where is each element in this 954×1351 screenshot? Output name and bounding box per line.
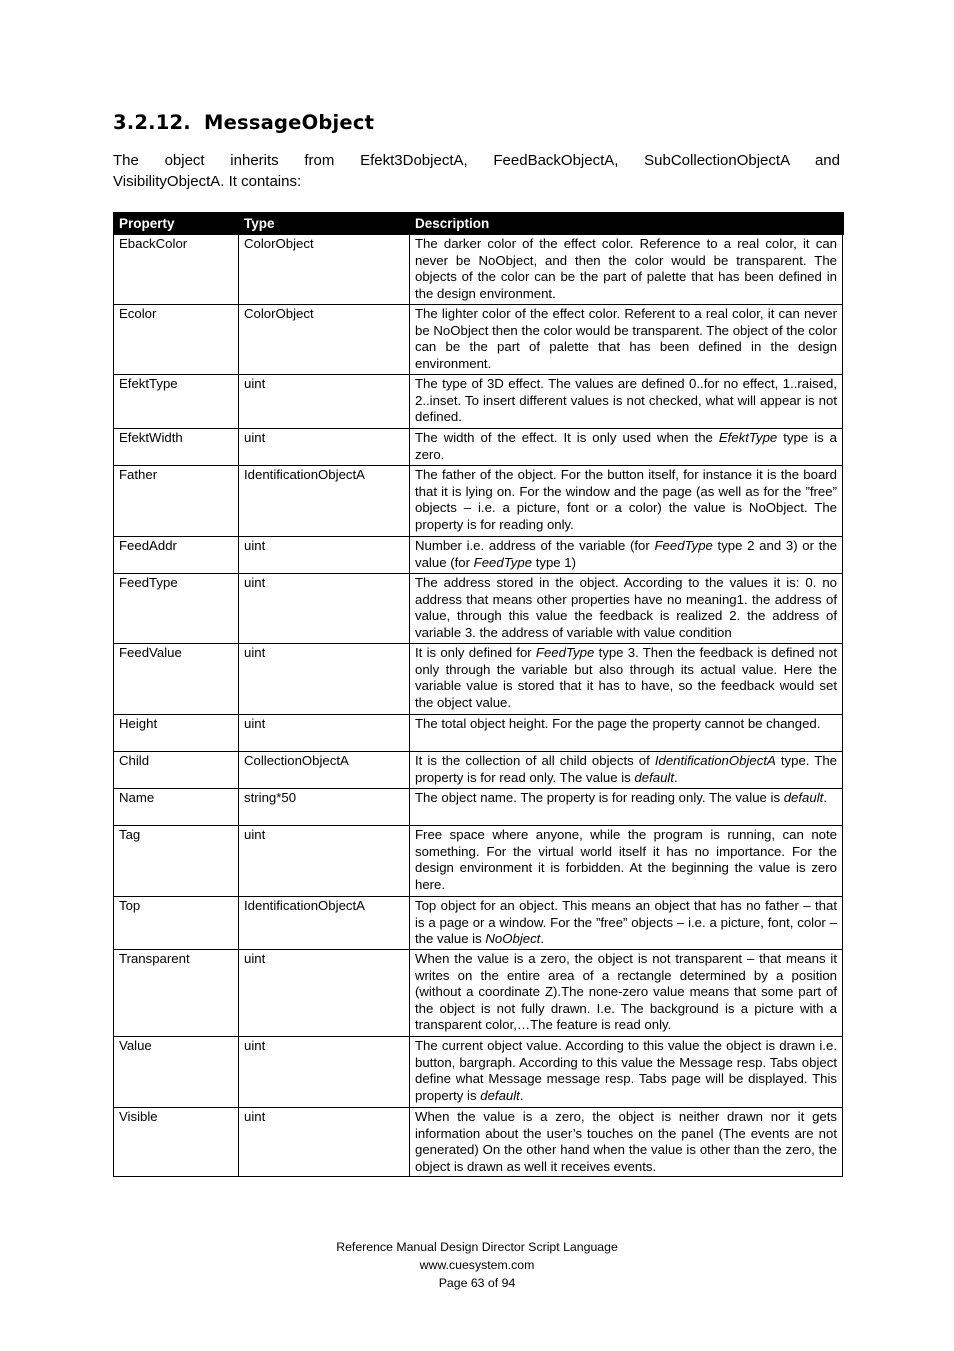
cell-property: Name bbox=[114, 789, 239, 826]
description-text: type 2 and 3) or the value (for bbox=[415, 538, 837, 570]
cell-type: uint bbox=[239, 1037, 410, 1108]
header-property: Property bbox=[114, 213, 239, 235]
cell-type: ColorObject bbox=[239, 305, 410, 375]
cell-property: Ecolor bbox=[114, 305, 239, 375]
table-row bbox=[114, 789, 843, 826]
description-text: type. The property is for read only. The value is bbox=[415, 753, 837, 785]
cell-description bbox=[410, 305, 843, 375]
footer-website: www.cuesystem.com bbox=[419, 1258, 535, 1272]
table-row bbox=[114, 466, 843, 537]
cell-description bbox=[410, 1108, 843, 1177]
cell-property: Top bbox=[114, 897, 239, 950]
cell-description bbox=[410, 1037, 843, 1108]
table-row bbox=[114, 537, 843, 574]
description-text: type is a zero. bbox=[415, 430, 837, 462]
footer-page-number: Page 63 of 94 bbox=[438, 1276, 516, 1290]
description-text: Number i.e. address of the variable (for bbox=[415, 538, 655, 553]
cell-property: Value bbox=[114, 1037, 239, 1108]
cell-property: Father bbox=[114, 466, 239, 537]
description-text: The object name. The property is for reading only. The value is bbox=[415, 790, 784, 805]
cell-property: FeedType bbox=[114, 574, 239, 644]
description-text: . bbox=[823, 790, 827, 805]
cell-type: uint bbox=[239, 574, 410, 644]
description-text: It is only defined for bbox=[415, 645, 536, 660]
intro-line-1: The object inherits from Efekt3DobjectA, FeedBackObjectA, SubCollectionObjectA and bbox=[113, 152, 840, 169]
cell-description bbox=[410, 950, 843, 1037]
intro-line-2: VisibilityObjectA. It contains: bbox=[113, 173, 302, 190]
description-italic-term: default bbox=[480, 1087, 520, 1103]
cell-description bbox=[410, 375, 843, 429]
section-heading bbox=[113, 111, 374, 134]
properties-table bbox=[113, 212, 844, 1177]
cell-type: uint bbox=[239, 715, 410, 752]
table-header bbox=[114, 213, 843, 235]
footer-title: Reference Manual Design Director Script Language bbox=[336, 1240, 618, 1254]
description-text: . bbox=[674, 769, 678, 785]
cell-property: Tag bbox=[114, 826, 239, 897]
description-italic-term: NoObject bbox=[485, 931, 541, 947]
cell-description bbox=[410, 235, 843, 305]
cell-type: uint bbox=[239, 950, 410, 1037]
table-row bbox=[114, 715, 843, 752]
cell-description bbox=[410, 897, 843, 950]
cell-property: Height bbox=[114, 715, 239, 752]
cell-description bbox=[410, 789, 843, 826]
cell-property: EbackColor bbox=[114, 235, 239, 305]
description-text: The address stored in the object. According to the values it is: 0. no address that means other properties have no meaning1. the address of value, through this value the feedback is realized 2. the address of variable 3. the address of variable with value condition bbox=[415, 575, 837, 640]
description-text: When the value is a zero, the object is not transparent – that means it writes on the entire area of a rectangle determined by a position (without a coordinate Z).The none-zero value means that some part of the object is not fully drawn. I.e. The background is a picture with a transparent color,…The feature is read only. bbox=[415, 951, 837, 1033]
table-row bbox=[114, 305, 843, 375]
description-text: When the value is a zero, the object is neither drawn nor it gets information about the user’s touches on the panel (The events are not generated) On the other hand when the value is other than the zero, the object is drawn as well it receives events. bbox=[415, 1109, 837, 1174]
cell-property: FeedValue bbox=[114, 644, 239, 715]
cell-property: Transparent bbox=[114, 950, 239, 1037]
cell-description bbox=[410, 466, 843, 537]
cell-type: uint bbox=[239, 375, 410, 429]
table-row bbox=[114, 429, 843, 466]
cell-type: uint bbox=[239, 429, 410, 466]
description-text: Free space where anyone, while the program is running, can note something. For the virtual world itself it has no importance. For the design environment it is forbidden. At the beginning the value is zero here. bbox=[415, 827, 837, 892]
section-number: 3.2.12. bbox=[113, 111, 191, 134]
description-text: The father of the object. For the button itself, for instance it is the board that it is lying on. For the window and the page (as well as for the ”free” objects – i.e. a picture, font or a color) the value is NoObject. The property is for reading only. bbox=[415, 467, 837, 532]
description-text: The lighter color of the effect color. Referent to a real color, it can never be NoObject then the color would be transparent. The object of the color can be the part of palette that has been defined in the design environment. bbox=[415, 306, 837, 371]
cell-property: EfektWidth bbox=[114, 429, 239, 466]
cell-property: Visible bbox=[114, 1108, 239, 1177]
cell-description bbox=[410, 574, 843, 644]
table-row bbox=[114, 1037, 843, 1108]
cell-type: uint bbox=[239, 1108, 410, 1177]
cell-type: CollectionObjectA bbox=[239, 752, 410, 789]
cell-description bbox=[410, 752, 843, 789]
description-text: The total object height. For the page the property cannot be changed. bbox=[415, 716, 821, 731]
description-italic-term: FeedType bbox=[473, 554, 533, 570]
section-title: MessageObject bbox=[204, 111, 375, 134]
cell-type: ColorObject bbox=[239, 235, 410, 305]
description-italic-term: IdentificationObjectA bbox=[654, 753, 776, 768]
description-text: The darker color of the effect color. Reference to a real color, it can never be NoObject, and then the color would be transparent. The objects of the color can be the part of palette that has been defined in the design environment. bbox=[415, 236, 837, 301]
intro-paragraph bbox=[113, 150, 840, 192]
cell-description bbox=[410, 715, 843, 752]
cell-type: uint bbox=[239, 644, 410, 715]
description-italic-term: default bbox=[634, 769, 675, 785]
description-text: . bbox=[540, 931, 545, 947]
cell-description bbox=[410, 644, 843, 715]
table-row bbox=[114, 752, 843, 789]
description-italic-term: default bbox=[783, 790, 824, 805]
description-italic-term: EfektType bbox=[718, 430, 778, 445]
cell-property: Child bbox=[114, 752, 239, 789]
description-text: The current object value. According to this value the object is drawn i.e. button, bargraph. According to this value the Message resp. Tabs object define what Message message resp. Tabs page will be displayed. This property is bbox=[415, 1038, 837, 1103]
cell-type: uint bbox=[239, 537, 410, 574]
table-row bbox=[114, 375, 843, 429]
description-text: type 1) bbox=[532, 554, 577, 570]
description-text: type 3. Then the feedback is defined not only through the variable but also through its actual value. Here the variable value is stored that it has to have, so the feedback would set the object value. bbox=[415, 645, 837, 710]
cell-property: EfektType bbox=[114, 375, 239, 429]
table-row bbox=[114, 826, 843, 897]
cell-type: string*50 bbox=[239, 789, 410, 826]
description-italic-term: FeedType bbox=[535, 645, 595, 660]
table-row bbox=[114, 950, 843, 1037]
description-text: The width of the effect. It is only used when the bbox=[415, 430, 719, 445]
table-row bbox=[114, 897, 843, 950]
cell-description bbox=[410, 537, 843, 574]
table-row bbox=[114, 644, 843, 715]
cell-property: FeedAddr bbox=[114, 537, 239, 574]
table-body bbox=[114, 235, 843, 1177]
description-text: . bbox=[519, 1087, 524, 1103]
table-row bbox=[114, 235, 843, 305]
header-description: Description bbox=[410, 213, 843, 235]
description-text: The type of 3D effect. The values are defined 0..for no effect, 1..raised, 2..inset. To insert different values is not checked, what will appear is not defined. bbox=[415, 376, 837, 425]
table-row bbox=[114, 1108, 843, 1177]
header-type: Type bbox=[239, 213, 410, 235]
table-row bbox=[114, 574, 843, 644]
cell-type: IdentificationObjectA bbox=[239, 897, 410, 950]
cell-type: IdentificationObjectA bbox=[239, 466, 410, 537]
description-italic-term: FeedType bbox=[654, 538, 713, 553]
description-text: Top object for an object. This means an object that has no father – that is a page or a window. For the ”free” objects – i.e. a picture, font, color – the value is bbox=[415, 898, 837, 947]
cell-type: uint bbox=[239, 826, 410, 897]
description-text: It is the collection of all child objects of bbox=[415, 753, 655, 768]
cell-description bbox=[410, 826, 843, 897]
cell-description bbox=[410, 429, 843, 466]
